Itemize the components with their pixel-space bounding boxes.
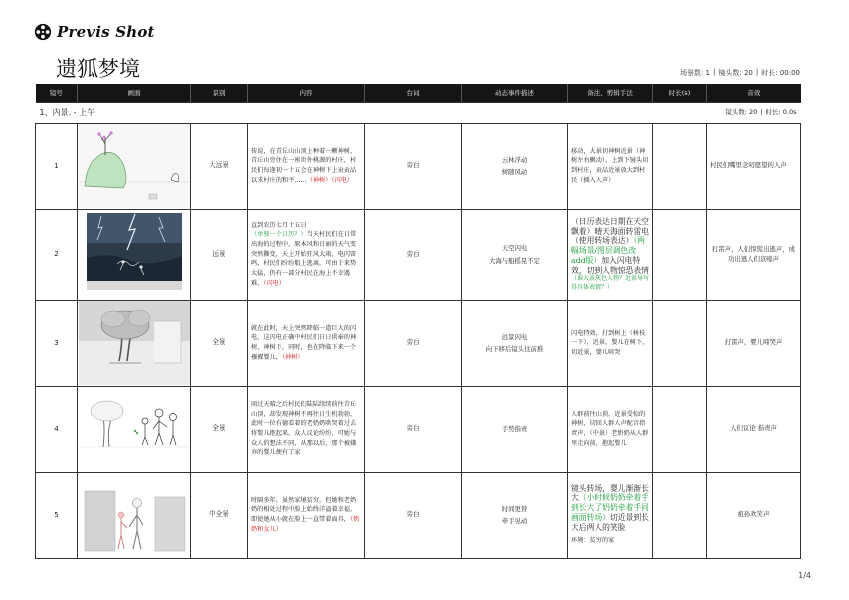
scene-label: 1、内景. - 上午 bbox=[39, 107, 96, 117]
content-annotation: （神树）（闪电） bbox=[306, 176, 354, 184]
storyboard-table bbox=[35, 84, 801, 559]
shot-duration[interactable] bbox=[653, 123, 707, 209]
shot-content bbox=[248, 386, 365, 472]
notes-text: 切近景到长大后两人的笑脸 bbox=[571, 512, 649, 532]
shot-content bbox=[248, 209, 365, 300]
shot-size: 远景 bbox=[191, 209, 248, 300]
shot-number: 2 bbox=[36, 209, 78, 300]
shot-number: 5 bbox=[36, 472, 78, 558]
table-header-row bbox=[36, 84, 801, 102]
dynamics-line: 天空闪电 bbox=[501, 244, 528, 253]
shot-dynamics bbox=[462, 472, 568, 558]
header-notes: 备注、剪辑手法 bbox=[568, 84, 653, 102]
shot-thumbnail[interactable] bbox=[78, 472, 191, 558]
table-row[interactable] bbox=[36, 386, 801, 472]
header-frame: 画面 bbox=[78, 84, 191, 102]
content-text: 直到农历七月十五日 bbox=[251, 221, 307, 229]
shot-notes bbox=[568, 123, 653, 209]
dynamics-line: 远景闪电 bbox=[501, 332, 528, 341]
shot-thumbnail[interactable] bbox=[78, 386, 191, 472]
scene-count: 场景数: 1 bbox=[679, 69, 711, 77]
shot-dialogue: 旁白 bbox=[365, 472, 462, 558]
storyboard-storm-sea-sketch bbox=[79, 210, 190, 299]
shot-dialogue: 旁白 bbox=[365, 209, 462, 300]
content-annotation: （闪电） bbox=[263, 279, 286, 287]
notes-text: 人群前往山顶，近景受惊的神树，切回人群人声配音指责声，（中景）老奶奶从人群里走向前，抱起婴儿 bbox=[571, 410, 649, 447]
notes-text: （日历表达日期在天空飘着）晴天海面转雷电（使用转场表达） bbox=[571, 216, 649, 246]
notes-annotation: （两幅场景/图层调色改add版） bbox=[571, 236, 646, 265]
content-text: 当天村民们在日常出海的过程中，原本风和日丽的天气变突然撕变，天上开始狂风大雨，电闪雷鸣，村民们纷纷船上逃离，可由于来势太猛，仍有一部分村民在海上不幸遇难， bbox=[251, 231, 357, 287]
scene-duration: 时长: 0.0s bbox=[765, 107, 797, 116]
shot-duration[interactable] bbox=[653, 300, 707, 386]
shot-count: 镜头数: 20 bbox=[718, 69, 753, 77]
shot-notes bbox=[568, 300, 653, 386]
stats-separator: | bbox=[755, 68, 759, 76]
shot-sfx: 打雷声，人们惊慌出逃声，成功出逃人们哀嚎声 bbox=[707, 209, 801, 300]
scene-heading-row bbox=[36, 102, 801, 123]
shot-number: 3 bbox=[36, 300, 78, 386]
content-text: 传说，在青丘山山顶上种着一颗神树，青丘山旁住在一座世外桃源的村庄，村民们每逢初一十五会在神树下上贡贡品以求村庄的和平…… bbox=[251, 147, 357, 184]
dynamics-line: 树随风动 bbox=[501, 168, 528, 176]
content-text: 就在此时，天上突然降临一道巨大的闪电，这闪电正确中村民们日日供奉的神树，神树下，同时，也在降临下来一个襁褓婴儿， bbox=[251, 324, 357, 361]
shot-thumbnail[interactable] bbox=[78, 209, 191, 300]
shot-size: 中全景 bbox=[191, 472, 248, 558]
storyboard-tree-sketch bbox=[79, 301, 190, 385]
scene-meta-separator: | bbox=[760, 107, 763, 116]
shot-content bbox=[248, 123, 365, 209]
film-reel-icon bbox=[34, 23, 52, 41]
shot-duration[interactable] bbox=[653, 209, 707, 300]
brand-name: Previs Shot bbox=[57, 23, 155, 41]
shot-dynamics bbox=[462, 300, 568, 386]
content-text: 雨过天晴之后村民们陆陆续续前往青丘山顶，却发现神树不再往日生机勃勃，此时一位有德看着的老奶奶哄哭着过去将婴儿抱起来，众人议论纷纷，可她与众人的想法不同，从那以后，那个被嫌弃的婴儿便有了家 bbox=[251, 401, 357, 457]
shot-thumbnail[interactable] bbox=[78, 123, 191, 209]
notes-text: 加入闪电特效，切到人物惊恐表情 bbox=[571, 255, 649, 275]
shot-dynamics bbox=[462, 209, 568, 300]
shot-dialogue: 旁白 bbox=[365, 300, 462, 386]
shot-notes bbox=[568, 209, 653, 300]
shot-sfx: 人们议论 指责声 bbox=[707, 386, 801, 472]
header-content: 内容 bbox=[248, 84, 365, 102]
notes-environment: 环境：贫穷的家 bbox=[571, 537, 615, 545]
header-dynamics: 动态事件描述 bbox=[462, 84, 568, 102]
shot-size: 全景 bbox=[191, 300, 248, 386]
shot-content bbox=[248, 300, 365, 386]
notes-text: 镜头转场，婴儿渐渐长大 bbox=[571, 483, 649, 503]
table-row[interactable] bbox=[36, 123, 801, 209]
content-text: 时隔多年，虽然家境贫穷，但她和老奶奶的相处过程中脸上始终洋溢着幸福，即使她从小就在脸上一直带着面具， bbox=[251, 496, 357, 523]
storyboard-buildings-sketch bbox=[79, 473, 190, 557]
scene-shot-count: 镜头数: 20 bbox=[725, 107, 758, 116]
stats-separator: | bbox=[713, 68, 716, 76]
table-row[interactable] bbox=[36, 300, 801, 386]
storyboard-figures-sketch bbox=[79, 387, 190, 471]
notes-question: （谁大景灰色人物？近景导写得具体表情？） bbox=[571, 275, 650, 291]
shot-notes bbox=[568, 386, 653, 472]
header-dialogue: 台词 bbox=[365, 84, 462, 102]
header-duration: 时长(s) bbox=[653, 84, 707, 102]
content-question: （单独一个日历？） bbox=[251, 231, 307, 239]
brand-logo bbox=[34, 22, 155, 42]
page-indicator: 1/4 bbox=[798, 571, 811, 580]
notes-annotation: （小时候奶奶牵着手到长大了奶奶牵着手同画面转场） bbox=[571, 493, 649, 522]
storyboard-hill-tree-sketch bbox=[79, 124, 190, 208]
content-annotation: （奶奶和女儿） bbox=[251, 516, 360, 533]
shot-dialogue: 旁白 bbox=[365, 386, 462, 472]
dynamics-line: 手势指责 bbox=[501, 424, 528, 433]
shot-sfx: 打雷声，婴儿啼哭声 bbox=[707, 300, 801, 386]
table-row[interactable] bbox=[36, 209, 801, 300]
shot-sfx: 村民们嘴里念叨愿望的人声 bbox=[707, 123, 801, 209]
header-shot-size: 景别 bbox=[191, 84, 248, 102]
total-duration: 时长: 00:00 bbox=[761, 69, 800, 77]
shot-thumbnail[interactable] bbox=[78, 300, 191, 386]
scene-meta bbox=[725, 108, 796, 117]
dynamics-line: 向下移后镜头往前推 bbox=[485, 345, 544, 353]
table-row[interactable] bbox=[36, 472, 801, 558]
header-shot-number: 镜号 bbox=[36, 84, 78, 102]
shot-size: 全景 bbox=[191, 386, 248, 472]
shot-size: 大远景 bbox=[191, 123, 248, 209]
shot-dynamics bbox=[462, 123, 568, 209]
header-sfx: 音效 bbox=[707, 84, 801, 102]
document-title: 遗狐梦境 bbox=[56, 57, 140, 81]
notes-text: 闪电特效，打到树上（树枝一下），近景，婴儿在树下，切近景，婴儿啼哭 bbox=[571, 329, 649, 356]
notes-text: 移动，大景切神树近景（神树左右飘动），上到下镜头切到村庄，贡品近景放大到村民（插入人声） bbox=[571, 147, 649, 184]
shot-duration[interactable] bbox=[653, 386, 707, 472]
shot-number: 4 bbox=[36, 386, 78, 472]
dynamics-line: 云林浮动 bbox=[501, 155, 528, 164]
shot-number: 1 bbox=[36, 123, 78, 209]
content-annotation: （神树） bbox=[281, 353, 304, 361]
shot-duration[interactable] bbox=[653, 472, 707, 558]
shot-notes bbox=[568, 472, 653, 558]
dynamics-line: 大海与船摇晃不定 bbox=[488, 256, 541, 265]
dynamics-line: 时间更替 bbox=[501, 504, 528, 513]
document-stats bbox=[680, 68, 800, 78]
shot-dynamics bbox=[462, 386, 568, 472]
shot-dialogue: 旁白 bbox=[365, 123, 462, 209]
shot-content bbox=[248, 472, 365, 558]
dynamics-line: 牵手见动 bbox=[501, 517, 528, 525]
shot-sfx: 祖孙欢笑声 bbox=[707, 472, 801, 558]
